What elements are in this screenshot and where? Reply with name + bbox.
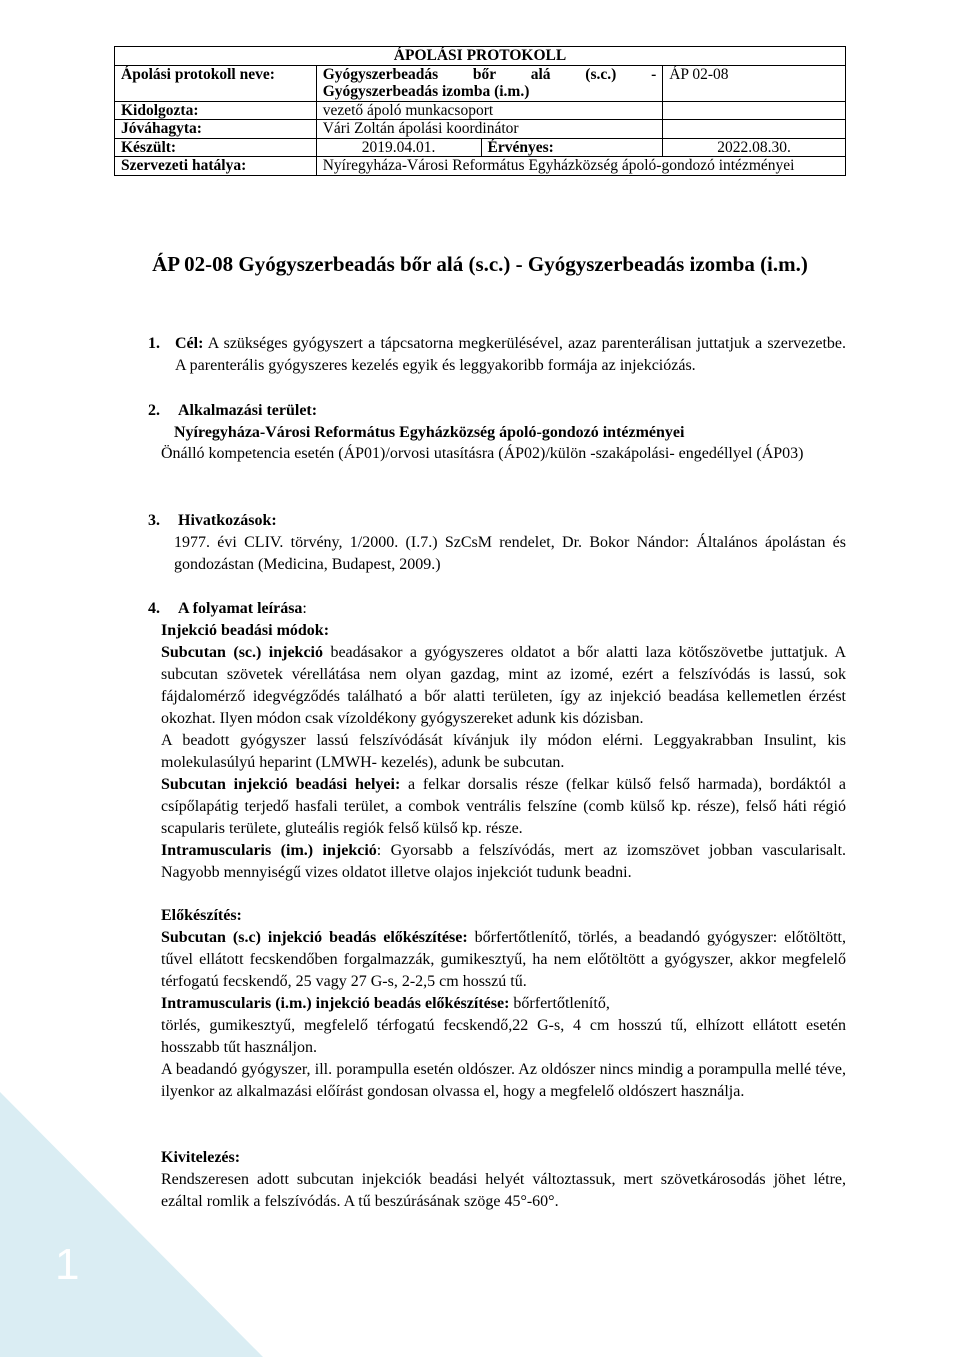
preparation-block <box>161 905 846 1103</box>
sc-label: Subcutan (sc.) injekció <box>161 644 324 661</box>
execution-block <box>161 1147 846 1213</box>
section-4-label: A folyamat leírása <box>178 600 303 617</box>
section-2-number: 2. <box>148 402 160 419</box>
protocol-header-table <box>114 46 846 176</box>
dates-row <box>115 138 846 157</box>
section-4-number: 4. <box>148 600 160 617</box>
im-prep-paragraph-2: törlés, gumikesztyű, megfelelő térfogatú fecskendő,22 G-s, 4 cm hosszú tű, elhízott ellátott esetén hosszabb tűt használjon. <box>161 1017 846 1056</box>
sc-text: beadásakor a gyógyszeres oldatot a bőr alatti laza kötőszövetbe juttatjuk. A subcutan szövetek vérellátása nem olyan gazdag, mint az izomé, ezért a felszívódás is lassú, sok fájdalomérző idegvégződés található a bőr alatti területen, így az injekció beadása kellemetlen érzést okozhat. Ilyen módon csak vízoldékony gyógyszereket adunk kis dózisban. <box>161 644 847 727</box>
im-prep-paragraph <box>161 993 846 1015</box>
sc-sites-label: Subcutan injekció beadási helyei: <box>161 776 401 793</box>
valid-label: Érvényes: <box>481 138 663 157</box>
approved-value: Vári Zoltán ápolási koordinátor <box>316 120 663 139</box>
protocol-name-line1: Gyógyszerbeadás bőr alá (s.c.) - <box>322 65 657 83</box>
section-2-institution: Nyíregyháza-Városi Református Egyházközség ápoló-gondozó intézményei <box>174 424 685 441</box>
sc-prep-label: Subcutan (s.c) injekció beadás előkészítése: <box>161 929 468 946</box>
section-2-label: Alkalmazási terület: <box>178 402 318 419</box>
approved-label: Jóváhagyta: <box>115 120 317 139</box>
solvent-paragraph: A beadandó gyógyszer, ill. porampulla esetén oldószer. Az oldószer nincs mindig a porampulla mellé téve, ilyenkor az alkalmazási előírást gondosan olvassa el, hogy a megfelelő oldószert használja. <box>161 1061 846 1100</box>
author-empty-cell <box>663 101 846 120</box>
section-2-text: Önálló kompetencia esetén (ÁP01)/orvosi utasításra (ÁP02)/külön -szakápolási- engedéllyel (ÁP03) <box>161 445 804 462</box>
section-1-paragraph <box>148 333 846 377</box>
sc-paragraph-2: A beadott gyógyszer lassú felszívódását kívánjuk ily módon elérni. Leggyakrabban Insulint, kis molekulasúlyú heparint (LMWH- kezelés), adunk be subcutan. <box>161 732 846 771</box>
sc-prep-text: bőrfertőtlenítő, törlés, a beadandó gyógyszer: előtöltött, tűvel ellátott fecskendőben forgalmazzák, gumikesztyű, ha nem előtöltött a gyógyszer, akkor megfelelő térfogatú fecskendő, 25 vagy 27 G-s, 2-2,5 cm hosszú tű. <box>161 929 846 990</box>
im-label: Intramuscularis (im.) injekció <box>161 842 377 859</box>
valid-value: 2022.08.30. <box>663 138 846 157</box>
protocol-name-label: Ápolási protokoll neve: <box>115 65 317 101</box>
section-3-heading <box>148 510 277 532</box>
document-title: ÁP 02-08 Gyógyszerbeadás bőr alá (s.c.) - Gyógyszerbeadás izomba (i.m.) <box>152 252 808 276</box>
corner-triangle <box>0 1092 263 1357</box>
section-3-text: 1977. évi CLIV. törvény, 1/2000. (I.7.) SzCsM rendelet, Dr. Bokor Nándor: Általános ápolástan és gondozástan (Medicina, Budapest, 2009.) <box>174 534 846 573</box>
section-4-heading <box>148 598 307 620</box>
section-2-heading <box>148 400 317 422</box>
section-1-text: A szükséges gyógyszert a tápcsatorna megkerülésével, azaz parenterálisan juttatjuk a szervezetbe. A parenterális gyógyszeres kezelés egyik és leggyakoribb formája az injekciózás. <box>175 335 846 374</box>
im-prep-text: bőrfertőtlenítő, <box>509 995 610 1012</box>
section-1 <box>148 333 846 377</box>
execution-heading: Kivitelezés: <box>161 1149 241 1166</box>
sc-sites-paragraph <box>161 774 846 840</box>
section-1-number: 1. <box>148 335 160 352</box>
scope-value: Nyíregyháza-Városi Református Egyházközség ápoló-gondozó intézményei <box>316 157 845 176</box>
protocol-header: ÁPOLÁSI PROTOKOLL <box>115 47 846 66</box>
created-label: Készült: <box>115 138 317 157</box>
sc-sites-text: a felkar dorsalis része (felkar külső felső harmada), bordáktól a csípőlapátig terjedő hasfali terület, a combok ventrális felszíne (comb külső kp. része), felső háti régió scapularis területe, gluteális regiók felső külső kp. része. <box>161 776 847 837</box>
author-value: vezető ápoló munkacsoport <box>316 101 663 120</box>
sc-paragraph <box>161 642 846 730</box>
section-4-colon: : <box>302 600 307 617</box>
section-3-number: 3. <box>148 512 160 529</box>
approved-empty-cell <box>663 120 846 139</box>
im-prep-label: Intramuscularis (i.m.) injekció beadás előkészítése: <box>161 995 510 1012</box>
protocol-code: ÁP 02-08 <box>663 65 846 101</box>
im-text: : Gyorsabb a felszívódás, mert az izomszövet jobban vascularisalt. Nagyobb mennyiségű vizes oldatot illetve olajos injekciót tudunk beadni. <box>161 842 847 881</box>
created-value: 2019.04.01. <box>316 138 481 157</box>
section-4-body <box>161 620 846 884</box>
page-number: 1 <box>55 1240 80 1289</box>
execution-text: Rendszeresen adott subcutan injekciók beadási helyét változtassuk, mert szövetkárosodás jöhet létre, ezáltal romlik a felszívódás. A tű beszúrásának szöge 45°-60°. <box>161 1171 846 1210</box>
sc-prep-paragraph <box>161 927 846 993</box>
section-1-label: Cél: <box>175 335 204 352</box>
author-row <box>115 101 846 120</box>
im-paragraph <box>161 840 846 884</box>
protocol-name-value <box>316 65 663 101</box>
section-3-label: Hivatkozások: <box>178 512 277 529</box>
author-label: Kidolgozta: <box>115 101 317 120</box>
scope-label: Szervezeti hatálya: <box>115 157 317 176</box>
methods-heading: Injekció beadási módok: <box>161 622 330 639</box>
protocol-name-row <box>115 65 846 101</box>
protocol-name-line2: Gyógyszerbeadás izomba (i.m.) <box>322 83 530 100</box>
protocol-header-row <box>115 47 846 66</box>
scope-row <box>115 157 846 176</box>
approved-row <box>115 120 846 139</box>
preparation-heading: Előkészítés: <box>161 907 242 924</box>
